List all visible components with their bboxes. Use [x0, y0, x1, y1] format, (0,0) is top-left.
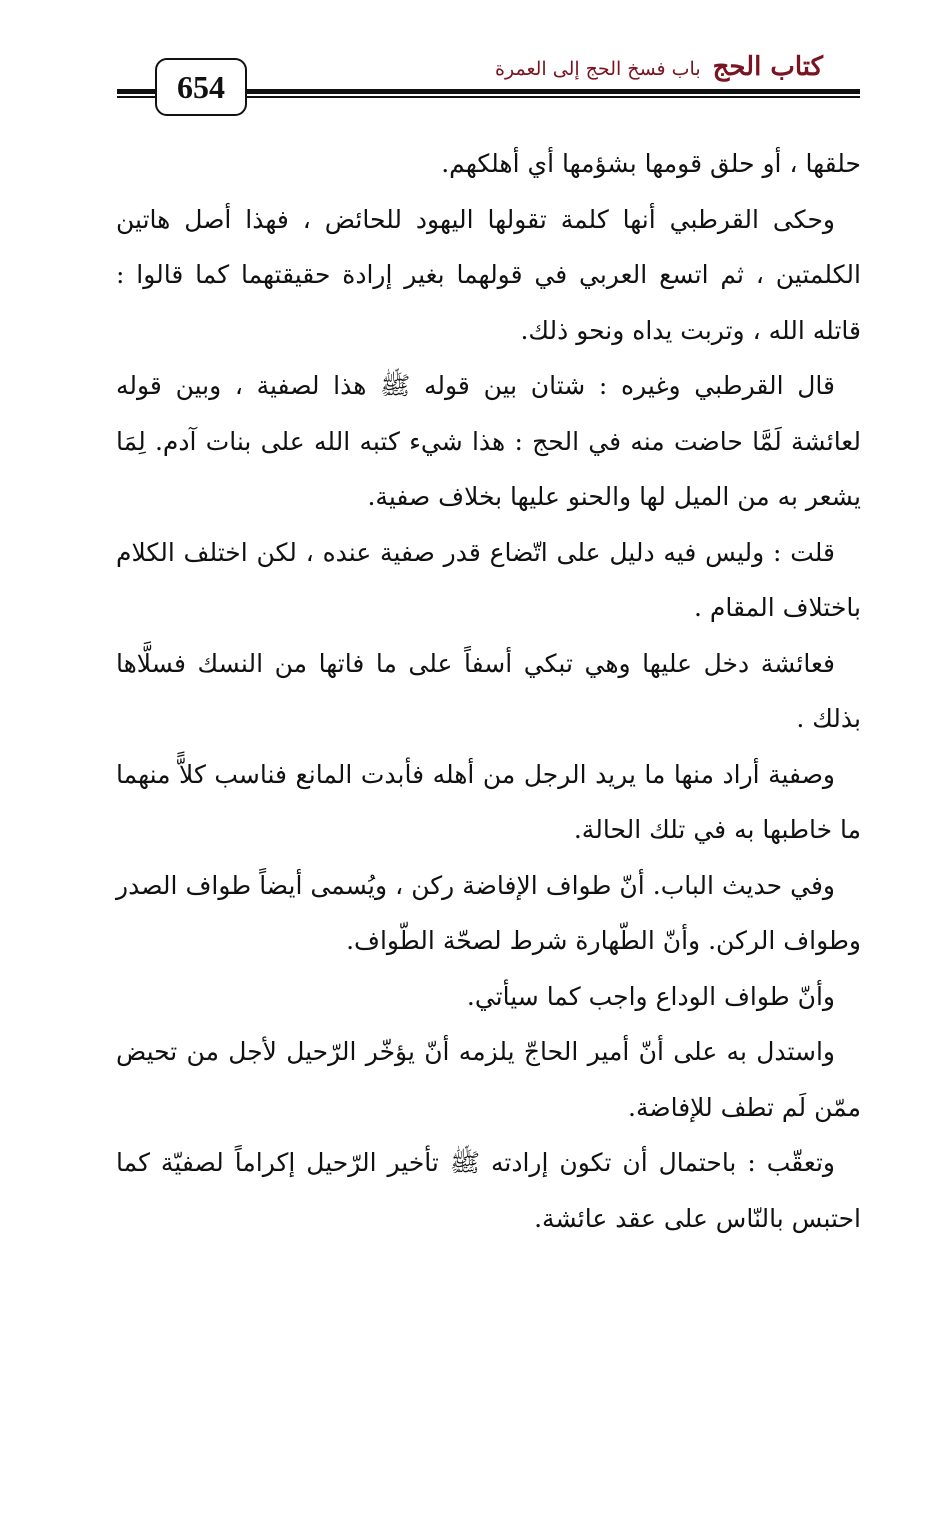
chapter-title: باب فسخ الحج إلى العمرة: [495, 58, 701, 80]
running-head: [495, 52, 823, 82]
paragraph-9: واستدل به على أنّ أمير الحاجّ يلزمه أنّ يؤخّر الرّحيل لأجل من تحيض ممّن لَم تطف للإفاضة.: [116, 1037, 861, 1122]
paragraph-8: وأنّ طواف الوداع واجب كما سيأتي.: [466, 981, 835, 1011]
paragraph-6: وصفية أراد منها ما يريد الرجل من أهله فأبدت المانع فناسب كلاًّ منهما ما خاطبها به في تلك الحالة.: [116, 759, 861, 844]
paragraph-7: وفي حديث الباب. أنّ طواف الإفاضة ركن ، ويُسمى أيضاً طواف الصدر وطواف الركن. وأنّ الطّهارة شرط لصحّة الطّواف.: [116, 870, 861, 955]
page-number: 654: [155, 58, 247, 116]
paragraph-2: وحكى القرطبي أنها كلمة تقولها اليهود للحائض ، فهذا أصل هاتين الكلمتين ، ثم اتسع العربي في قولهما بغير إرادة حقيقتهما كما قالوا : قاتله الله ، وتربت يداه ونحو ذلك.: [116, 204, 861, 345]
book-title: كتاب الحج: [712, 52, 823, 82]
page-header: [0, 0, 945, 130]
paragraph-4: قلت : وليس فيه دليل على اتّضاع قدر صفية عنده ، لكن اختلف الكلام باختلاف المقام .: [116, 537, 861, 622]
paragraph-5: فعائشة دخل عليها وهي تبكي أسفاً على ما فاتها من النسك فسلَّاها بذلك .: [116, 648, 861, 733]
body-text: [116, 136, 861, 1246]
paragraph-1: حلقها ، أو حلق قومها بشؤمها أي أهلكهم.: [441, 149, 861, 178]
paragraph-3: قال القرطبي وغيره : شتان بين قوله ﷺ هذا لصفية ، وبين قوله لعائشة لَمَّا حاضت منه في الحج : هذا شيء كتبه الله على بنات آدم. لِمَا يشعر به من الميل لها والحنو عليها بخلاف صفية.: [116, 371, 861, 511]
paragraph-10: وتعقّب : باحتمال أن تكون إرادته ﷺ تأخير الرّحيل إكراماً لصفيّة كما احتبس بالنّاس على عقد عائشة.: [116, 1148, 861, 1233]
